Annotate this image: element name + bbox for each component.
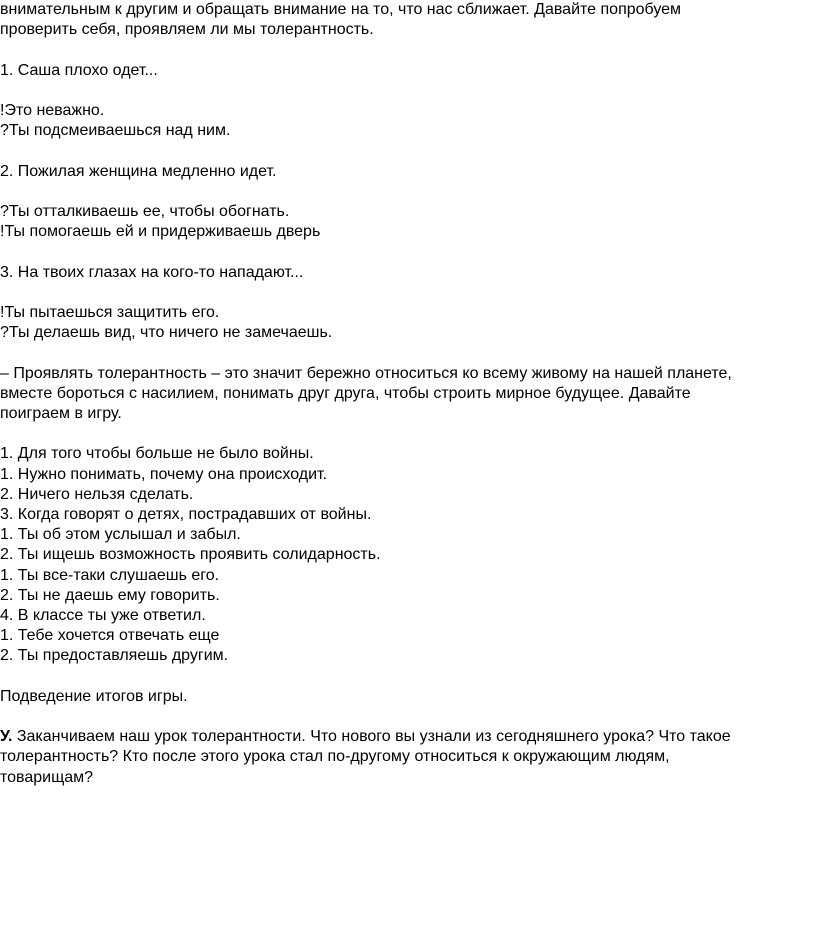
game-line: 1. Ты об этом услышал и забыл. bbox=[0, 526, 241, 544]
game-line: 1. Ты все-таки слушаешь его. bbox=[0, 566, 220, 584]
quiz-answer: ?Ты делаешь вид, что ничего не замечаешь. bbox=[0, 324, 333, 342]
game-line: 1. Тебе хочется отвечать еще bbox=[0, 627, 220, 645]
closing-text: Заканчиваем наш урок толерантности. Что нового вы узнали из сегодняшнего урока? Что такое bbox=[12, 728, 731, 746]
game-line: 1. Для того чтобы больше не было войны. bbox=[0, 445, 314, 463]
spacer bbox=[0, 707, 812, 727]
quiz-answer: ?Ты отталкиваешь ее, чтобы обогнать. bbox=[0, 202, 290, 220]
quiz-answer: !Ты пытаешься защитить его. bbox=[0, 303, 220, 321]
tolerance-paragraph-line: вместе бороться с насилием, понимать друг друга, чтобы строить мирное будущее. Давайте bbox=[0, 384, 691, 402]
spacer bbox=[0, 242, 812, 262]
spacer bbox=[0, 424, 812, 444]
summary-heading: Подведение итогов игры. bbox=[0, 687, 188, 705]
quiz-answer: !Это неважно. bbox=[0, 101, 105, 119]
game-line: 2. Ты ищешь возможность проявить солидарность. bbox=[0, 546, 381, 564]
quiz-question: 2. Пожилая женщина медленно идет. bbox=[0, 162, 277, 180]
closing-line: толерантность? Кто после этого урока стал по-другому относиться к окружающим людям, bbox=[0, 748, 670, 766]
game-line: 2. Ты предоставляешь другим. bbox=[0, 647, 229, 665]
game-line: 3. Когда говорят о детях, пострадавших от войны. bbox=[0, 505, 372, 523]
quiz-answer: !Ты помогаешь ей и придерживаешь дверь bbox=[0, 223, 321, 241]
game-line: 2. Ты не даешь ему говорить. bbox=[0, 586, 220, 604]
intro-line: внимательным к другим и обращать внимание на то, что нас сближает. Давайте попробуем bbox=[0, 1, 682, 18]
spacer bbox=[0, 40, 812, 60]
closing-speaker: У. bbox=[0, 728, 13, 746]
quiz-answer: ?Ты подсмеиваешься над ним. bbox=[0, 122, 231, 140]
spacer bbox=[0, 343, 812, 363]
spacer bbox=[0, 182, 812, 202]
spacer bbox=[0, 81, 812, 101]
quiz-question: 3. На твоих глазах на кого-то нападают... bbox=[0, 263, 304, 281]
spacer bbox=[0, 141, 812, 161]
game-line: 2. Ничего нельзя сделать. bbox=[0, 485, 194, 503]
tolerance-paragraph-line: – Проявлять толерантность – это значит бережно относиться ко всему живому на нашей планете, bbox=[0, 364, 732, 382]
game-line: 4. В классе ты уже ответил. bbox=[0, 606, 206, 624]
game-line: 1. Нужно понимать, почему она происходит. bbox=[0, 465, 328, 483]
intro-line: проверить себя, проявляем ли мы толерантность. bbox=[0, 21, 374, 39]
closing-line: товарищам? bbox=[0, 768, 94, 786]
spacer bbox=[0, 667, 812, 687]
quiz-question: 1. Саша плохо одет... bbox=[0, 61, 158, 79]
closing-line bbox=[0, 727, 812, 747]
tolerance-paragraph-line: поиграем в игру. bbox=[0, 404, 122, 422]
spacer bbox=[0, 283, 812, 303]
